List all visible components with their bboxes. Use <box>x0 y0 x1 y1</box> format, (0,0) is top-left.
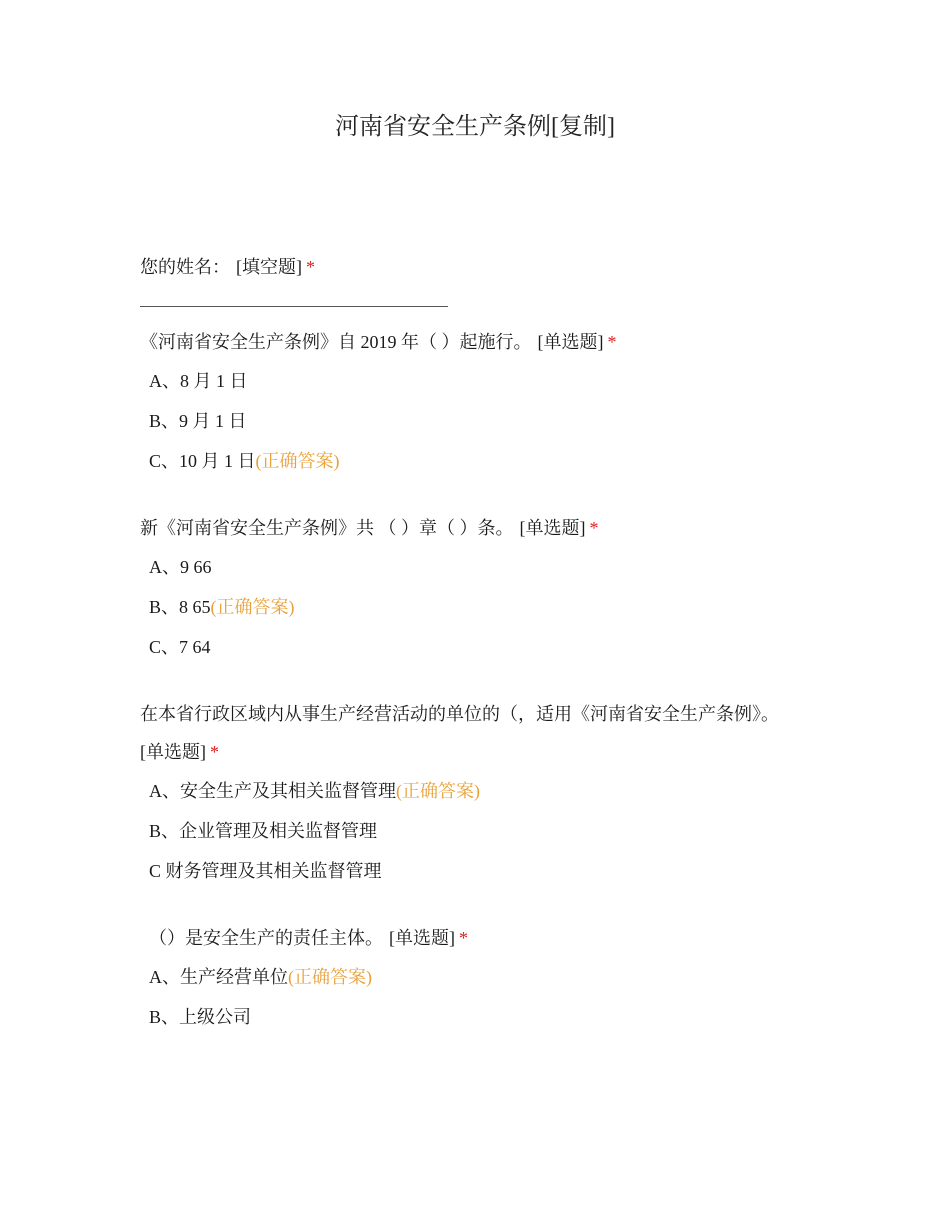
question-text <box>140 509 820 547</box>
option-a[interactable] <box>140 779 820 803</box>
question-effective-date <box>140 323 820 473</box>
question-chapters <box>140 509 820 659</box>
question-type: [单选题] <box>140 742 206 762</box>
question-label: 新《河南省安全生产条例》共 （ ）章（ ）条。 <box>140 518 514 538</box>
option-a[interactable] <box>140 555 820 579</box>
option-label: A、8 月 1 日 <box>149 371 248 391</box>
option-list <box>140 369 820 473</box>
option-c[interactable] <box>140 449 820 473</box>
question-label: 《河南省安全生产条例》自 2019 年（ ）起施行。 <box>140 332 532 352</box>
option-c[interactable] <box>140 859 820 883</box>
option-label: B、9 月 1 日 <box>149 411 247 431</box>
option-list <box>140 555 820 659</box>
question-text <box>140 323 820 361</box>
option-list <box>140 779 820 883</box>
option-b[interactable] <box>140 1005 820 1029</box>
question-type: [单选题] <box>537 332 604 352</box>
option-b[interactable] <box>140 595 820 619</box>
option-a[interactable] <box>140 965 820 989</box>
required-mark: * <box>589 518 599 538</box>
option-c[interactable] <box>140 635 820 659</box>
question-text <box>140 248 820 286</box>
correct-answer-tag: (正确答案) <box>396 781 480 801</box>
question-list <box>140 248 820 1045</box>
question-label: 在本省行政区域内从事生产经营活动的单位的（，适用《河南省安全生产条例》。 <box>140 704 779 724</box>
option-label: B、企业管理及相关监督管理 <box>149 821 378 841</box>
option-list <box>140 965 820 1029</box>
question-name <box>140 248 820 307</box>
correct-answer-tag: (正确答案) <box>210 597 295 617</box>
option-b[interactable] <box>140 819 820 843</box>
question-type: [单选题] <box>389 928 455 948</box>
option-label: C 财务管理及其相关监督管理 <box>149 861 382 881</box>
option-label: C、7 64 <box>149 637 211 657</box>
option-label: B、8 65 <box>149 597 211 617</box>
required-mark: * <box>210 742 219 762</box>
option-label: B、上级公司 <box>149 1007 252 1027</box>
question-text <box>140 919 820 957</box>
option-label: A、9 66 <box>149 557 212 577</box>
required-mark: * <box>459 928 468 948</box>
question-text <box>140 695 820 771</box>
option-a[interactable] <box>140 369 820 393</box>
question-label: 您的姓名： <box>140 257 230 277</box>
option-label: A、生产经营单位 <box>149 967 288 987</box>
option-b[interactable] <box>140 409 820 433</box>
required-mark: * <box>306 257 315 277</box>
correct-answer-tag: (正确答案) <box>255 451 340 471</box>
option-label: A、安全生产及其相关监督管理 <box>149 781 396 801</box>
required-mark: * <box>607 332 617 352</box>
page-title: 河南省安全生产条例[复制] <box>335 114 615 140</box>
question-scope <box>140 695 820 883</box>
question-responsible-party <box>140 919 820 1029</box>
question-label: （）是安全生产的责任主体。 <box>149 928 383 948</box>
question-type: [单选题] <box>519 518 586 538</box>
question-type: [填空题] <box>236 257 302 277</box>
correct-answer-tag: (正确答案) <box>288 967 372 987</box>
option-label: C、10 月 1 日 <box>149 451 256 471</box>
name-answer-line[interactable] <box>140 306 448 307</box>
